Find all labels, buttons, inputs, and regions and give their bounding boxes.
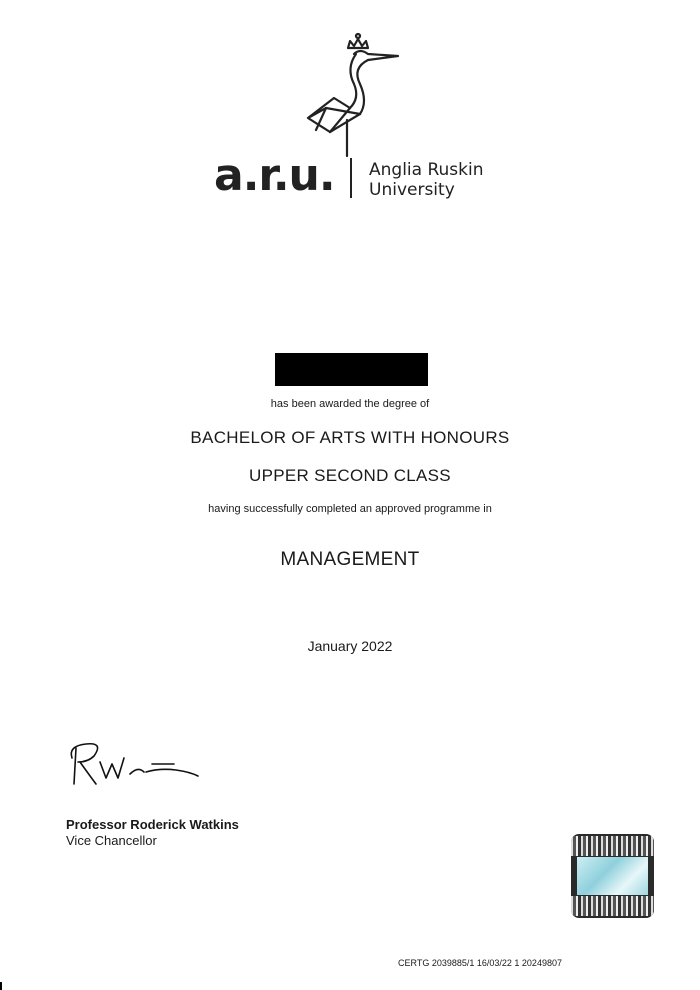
signatory-role: Vice Chancellor <box>66 833 157 848</box>
certificate-reference: CERTG 2039885/1 16/03/22 1 20249807 <box>398 958 562 968</box>
programme-subject: MANAGEMENT <box>280 549 420 570</box>
logo-wordmark: a.r.u. <box>214 150 335 201</box>
university-name-line2: University <box>369 180 455 200</box>
signature-icon <box>64 736 204 790</box>
redacted-recipient-name <box>275 353 428 386</box>
degree-classification: UPPER SECOND CLASS <box>249 466 451 485</box>
hologram-core <box>577 857 648 895</box>
security-hologram <box>571 834 654 918</box>
signatory-name: Professor Roderick Watkins <box>66 817 239 832</box>
university-name <box>369 160 483 200</box>
logo-divider <box>350 158 352 198</box>
award-date: January 2022 <box>307 638 393 654</box>
degree-title: BACHELOR OF ARTS WITH HONOURS <box>190 428 510 447</box>
scan-edge-mark <box>0 982 2 990</box>
heron-logo-icon <box>290 28 410 158</box>
hologram-pattern-top <box>571 836 654 856</box>
awarded-line: has been awarded the degree of <box>270 398 430 410</box>
university-name-line1: Anglia Ruskin <box>369 160 484 180</box>
programme-line: having successfully completed an approved programme in <box>208 503 492 515</box>
hologram-pattern-bottom <box>571 896 654 916</box>
